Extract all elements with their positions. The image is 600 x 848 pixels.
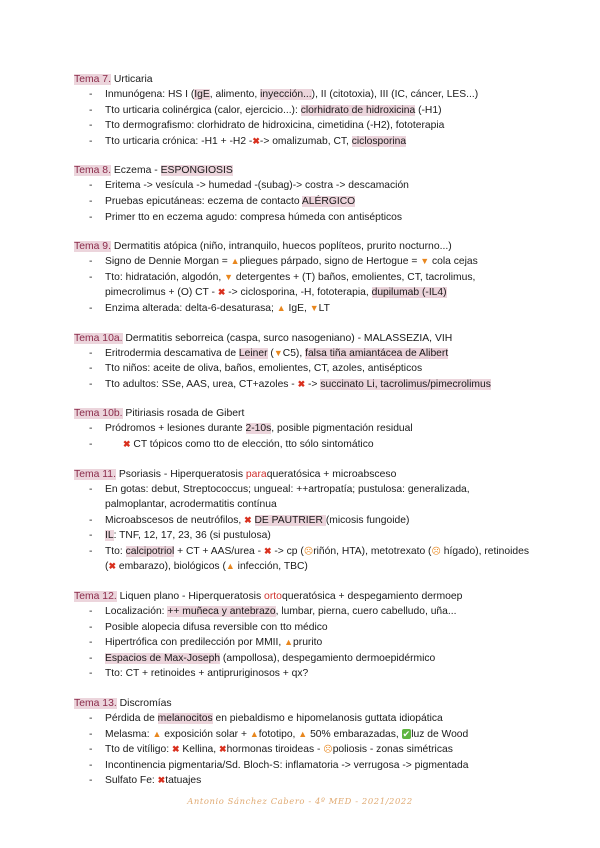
sad-face-icon: ☹	[431, 545, 441, 556]
up-arrow-icon: ▲	[298, 728, 308, 739]
text-run: Inmunógena: HS I (	[105, 89, 195, 100]
text-run: 50% embarazadas,	[307, 728, 402, 740]
list-item	[74, 620, 534, 636]
notes-page	[74, 72, 534, 803]
highlighted-text: succinato Li, tacrolimus/pimecrolimus	[320, 378, 491, 390]
warning-triangle-icon: ▲	[249, 728, 259, 739]
cross-icon: ✖	[123, 438, 131, 449]
list-item	[74, 742, 534, 758]
text-run: fototipo,	[258, 728, 299, 740]
list-item	[74, 421, 534, 437]
text-run: IgE,	[285, 302, 310, 314]
down-arrow-icon: ▼	[420, 256, 430, 267]
tema-label: Tema 7.	[74, 74, 111, 85]
text-run: Tto dermografismo: clorhidrato de hidroxicina, cimetidina (-H2), fototerapia	[105, 120, 445, 132]
section-title-highlight: ESPONGIOSIS	[160, 165, 233, 177]
text-run: (	[267, 347, 274, 359]
text-run: -> omalizumab, CT,	[259, 135, 352, 147]
highlighted-text: calcipotriol	[125, 545, 175, 557]
list-item	[74, 346, 534, 362]
text-run: Pródromos + lesiones durante	[105, 423, 246, 435]
section	[74, 696, 534, 789]
text-run: hormonas tiroideas -	[226, 744, 324, 756]
list-item	[74, 528, 534, 544]
text-run: tatuajes	[165, 775, 202, 787]
down-arrow-icon: ▼	[273, 347, 283, 358]
footer-author: Antonio Sánchez Cabero - 4º MED - 2021/2022	[187, 796, 413, 806]
section-heading	[74, 589, 534, 604]
tema-label: Tema 12.	[74, 591, 117, 603]
text-run: Melasma:	[105, 728, 153, 740]
text-run: -> ciclosporina, -H, fototerapia,	[225, 287, 372, 299]
section-heading	[74, 163, 534, 178]
text-run: ), II (citotoxia), III (IC, cáncer, LES...)	[311, 89, 479, 100]
cross-icon: ✖	[297, 378, 306, 389]
text-run: Sulfato Fe:	[105, 775, 158, 787]
list-item	[74, 103, 534, 119]
text-run: (ampollosa), despegamiento dermoepidérmico	[220, 652, 436, 664]
bullet-list	[74, 711, 534, 789]
list-item	[74, 254, 534, 270]
section	[74, 331, 534, 393]
section-title: Dermatitis seborreica (caspa, surco nasogeniano) - MALASSEZIA, VIH	[122, 332, 453, 344]
list-item	[74, 727, 534, 743]
sad-face-icon: ☹	[323, 744, 333, 755]
section-heading	[74, 72, 534, 87]
text-run: Eritrodermia descamativa de	[105, 347, 239, 359]
list-item	[74, 482, 534, 513]
cross-icon: ✖	[108, 561, 116, 572]
warning-triangle-icon: ▲	[230, 256, 240, 267]
bullet-list	[74, 178, 534, 225]
tema-label: Tema 10a.	[74, 332, 123, 344]
text-run: + CT + AAS/urea -	[174, 545, 264, 557]
up-arrow-icon: ▲	[152, 728, 162, 739]
check-icon: ✔	[402, 728, 411, 739]
highlighted-text: dupilumab (-IL4)	[371, 287, 447, 299]
section	[74, 163, 534, 225]
sad-face-icon: ☹	[303, 545, 314, 556]
highlighted-text: 2-10s	[245, 423, 272, 435]
text-run: (micosis fungoide)	[325, 514, 410, 526]
list-item	[74, 270, 534, 301]
section-title: Psoriasis - Hiperqueratosis	[115, 468, 246, 480]
down-arrow-icon: ▼	[309, 302, 319, 313]
cross-icon: ✖	[157, 775, 166, 786]
text-run: exposición solar +	[161, 728, 250, 740]
cross-icon: ✖	[219, 744, 227, 755]
list-item	[74, 210, 534, 226]
section-title-rest: queratósica + microabsceso	[266, 468, 397, 480]
text-run: Primer tto en eczema agudo: compresa húmeda con antisépticos	[105, 211, 403, 223]
cross-icon: ✖	[244, 514, 252, 525]
list-item	[74, 773, 534, 789]
list-item	[74, 758, 534, 774]
bullet-list	[74, 346, 534, 393]
list-item	[74, 377, 534, 393]
section-title: Discromías	[116, 698, 172, 710]
text-run: Tto:	[105, 545, 126, 557]
cross-icon: ✖	[217, 287, 226, 298]
text-run: Pérdida de	[105, 713, 158, 725]
text-run: Hipertrófica con predilección por MMII,	[105, 637, 285, 649]
text-run: LT	[318, 302, 330, 314]
list-item	[74, 361, 534, 377]
tema-label: Tema 8.	[74, 165, 111, 177]
text-run: ->	[305, 378, 321, 390]
text-run: Microabscesos de neutrófilos,	[105, 514, 245, 526]
text-run: riñón, HTA), metotrexato (	[313, 545, 432, 557]
section-title: Liquen plano - Hiperqueratosis	[116, 591, 265, 603]
list-item	[74, 134, 534, 150]
list-item	[74, 651, 534, 667]
tema-label: Tema 13.	[74, 698, 117, 710]
text-run: (-H1)	[415, 104, 442, 116]
warning-triangle-icon: ▲	[284, 637, 294, 648]
section-heading	[74, 331, 534, 346]
text-run: embarazo), biológicos (	[115, 561, 226, 573]
highlighted-text: DE PAUTRIER	[254, 514, 326, 526]
list-item	[74, 437, 534, 453]
list-item	[74, 178, 534, 194]
section-title: Dermatitis atópica (niño, intranquilo, huecos poplíteos, prurito nocturno...)	[110, 241, 452, 253]
text-run: luz de Wood	[411, 728, 469, 740]
list-item	[74, 118, 534, 134]
list-item	[74, 194, 534, 210]
text-run: hígado), retinoides (	[105, 545, 530, 573]
highlighted-text: Espacios de Max-Joseph	[105, 652, 221, 664]
tema-label: Tema 9.	[74, 241, 111, 253]
section-title-accent: orto	[264, 591, 282, 603]
section-heading	[74, 406, 534, 421]
highlighted-text: clorhidrato de hidroxicina	[300, 104, 416, 116]
highlighted-text: inyección...	[260, 89, 312, 100]
text-run: Tto adultos: SSe, AAS, urea, CT+azoles -	[105, 378, 298, 390]
text-run: En gotas: debut, Streptococcus; ungueal: ++artropatía; pustulosa: generalizada, palmoplantar, acrodermatitis contínua	[105, 483, 470, 511]
text-run: Localización:	[105, 606, 168, 618]
bullet-list	[74, 421, 534, 452]
text-run: Kellina,	[179, 744, 220, 756]
text-run: Tto urticaria colinérgica (calor, ejercicio...):	[105, 104, 301, 116]
cross-icon: ✖	[263, 545, 272, 556]
list-item	[74, 544, 534, 575]
text-run: Pruebas epicutáneas: eczema de contacto	[105, 195, 302, 207]
section-title: Pitiriasis rosada de Gibert	[122, 408, 245, 420]
text-run: Tto niños: aceite de oliva, baños, emolientes, CT, azoles, antisépticos	[105, 363, 423, 375]
text-run: Eritema -> vesícula -> humedad -(subag)-> costra -> descamación	[105, 180, 409, 192]
bullet-list	[74, 604, 534, 682]
text-run: , posible pigmentación residual	[271, 423, 413, 435]
section	[74, 589, 534, 682]
highlighted-text: IgE	[194, 89, 210, 100]
text-run: prurito	[293, 637, 323, 649]
text-run: en piebaldismo e hipomelanosis guttata idiopática	[212, 713, 443, 725]
highlighted-text: ciclosporina	[351, 135, 407, 147]
list-item	[74, 87, 534, 103]
list-item	[74, 635, 534, 651]
tema-label: Tema 10b.	[74, 408, 123, 420]
section-heading	[74, 696, 534, 711]
text-run: poliosis - zonas simétricas	[332, 744, 453, 756]
tema-label: Tema 11.	[74, 468, 116, 480]
list-item	[74, 513, 534, 529]
text-run: , lumbar, pierna, cuero cabelludo, uña...	[275, 606, 457, 618]
section-title-accent: para	[245, 468, 267, 480]
highlighted-text: ++ muñeca y antebrazo	[167, 606, 276, 618]
text-run: -> cp (	[271, 545, 304, 557]
section	[74, 72, 534, 149]
text-run: pliegues párpado, signo de Hertogue =	[239, 256, 421, 268]
list-item	[74, 604, 534, 620]
text-run: C5),	[282, 347, 306, 359]
section-heading	[74, 239, 534, 254]
list-item	[74, 711, 534, 727]
section	[74, 239, 534, 316]
text-run: Posible alopecia difusa reversible con tto médico	[105, 621, 328, 633]
list-item	[74, 301, 534, 317]
text-run: infección, TBC)	[234, 561, 308, 573]
section-title-rest: queratósica + despegamiento dermoep	[281, 591, 463, 603]
text-run: : TNF, 12, 17, 23, 36 (si pustulosa)	[113, 530, 271, 542]
section-title: Urticaria	[110, 74, 153, 85]
section	[74, 467, 534, 576]
text-run: Enzima alterada: delta-6-desaturasa;	[105, 302, 277, 314]
text-run: Tto urticaria crónica: -H1 + -H2 -	[105, 135, 253, 147]
text-run: CT tópicos como tto de elección, tto sólo sintomático	[130, 438, 374, 450]
bullet-list	[74, 87, 534, 149]
highlighted-text: melanocitos	[157, 713, 213, 725]
section-heading	[74, 467, 534, 482]
highlighted-text: Leiner	[238, 347, 268, 359]
text-run: Tto de vitíligo:	[105, 744, 172, 756]
cross-icon: ✖	[252, 135, 260, 146]
list-item	[74, 666, 534, 682]
bullet-list	[74, 254, 534, 316]
section	[74, 406, 534, 452]
text-run: , alimento,	[209, 89, 261, 100]
text-run: Incontinencia pigmentaria/Sd. Bloch-S: inflamatoria -> verrugosa -> pigmentada	[105, 759, 469, 771]
section-title: Eczema -	[110, 165, 161, 177]
cross-icon: ✖	[171, 744, 180, 755]
text-run: cola cejas	[429, 256, 478, 268]
text-run: Tto: CT + retinoides + antipruriginosos + qx?	[105, 668, 309, 680]
down-arrow-icon: ▼	[224, 271, 233, 282]
up-arrow-icon: ▲	[276, 302, 286, 313]
text-run: detergentes + (T) baños, emolientes, CT, tacrolimus, pimecrolimus + (O) CT -	[105, 271, 476, 299]
text-run: Signo de Dennie Morgan =	[105, 256, 231, 268]
bullet-list	[74, 482, 534, 576]
highlighted-text: falsa tiña amiantácea de Alibert	[305, 347, 449, 359]
up-arrow-icon: ▲	[225, 561, 235, 572]
highlighted-text: ALÉRGICO	[301, 195, 356, 207]
highlighted-text: IL	[105, 530, 114, 542]
text-run: Tto: hidratación, algodón,	[105, 271, 225, 283]
